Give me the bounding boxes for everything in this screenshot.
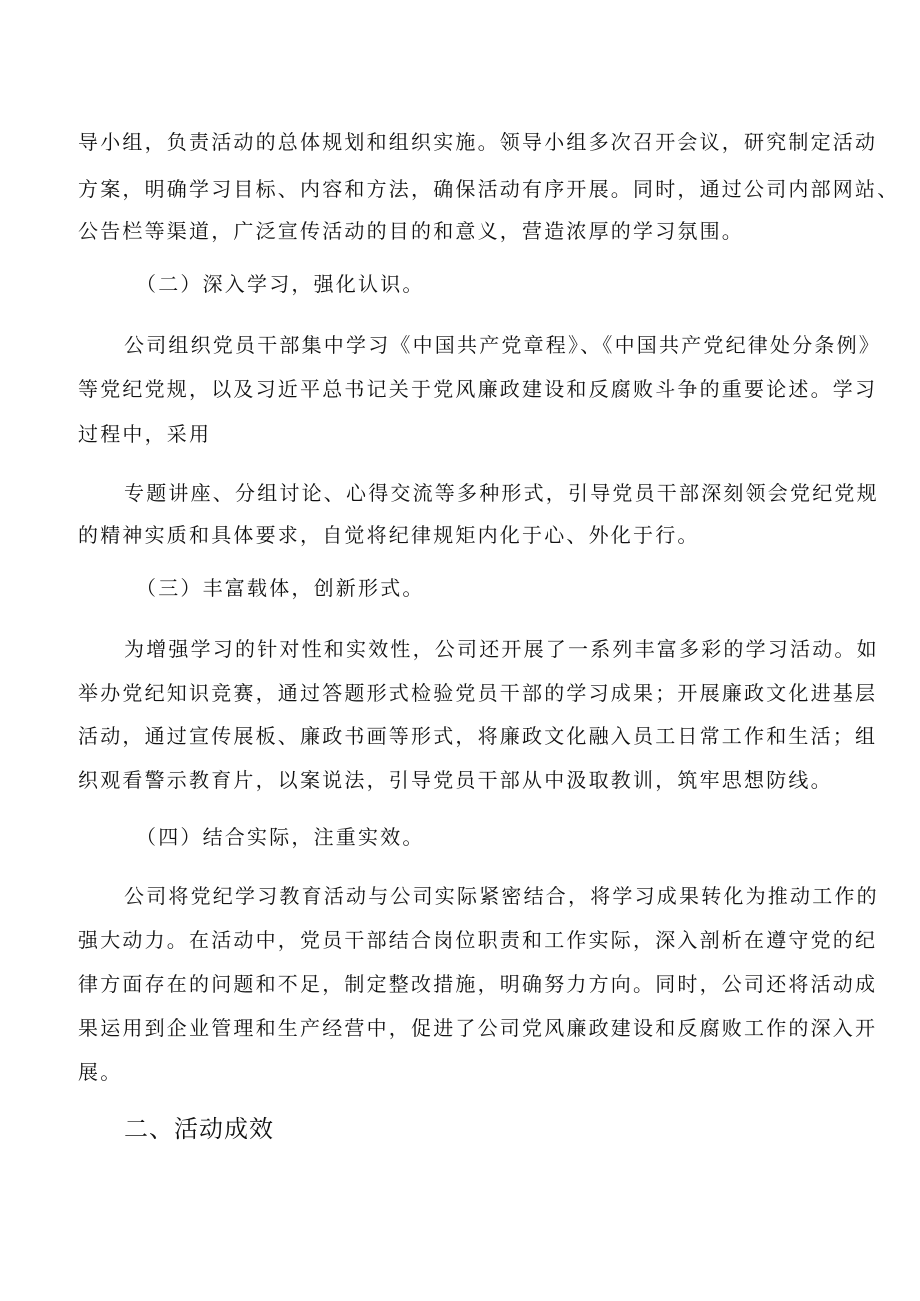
paragraph-line: 展。 <box>78 1060 123 1084</box>
paragraph-line: 果运用到企业管理和生产经营中，促进了公司党风廉政建设和反腐败工作的深入开 <box>78 1016 878 1040</box>
paragraph-line: 活动，通过宣传展板、廉政书画等形式，将廉政文化融入员工日常工作和生活；组 <box>78 724 878 748</box>
paragraph-line: 为增强学习的针对性和实效性，公司还开展了一系列丰富多彩的学习活动。如 <box>124 637 879 661</box>
section-heading: 二、活动成效 <box>124 1115 274 1143</box>
subheading-2: （二）深入学习，强化认识。 <box>136 272 425 296</box>
subheading-3: （三）丰富载体，创新形式。 <box>136 576 425 600</box>
paragraph-line: 强大动力。在活动中，党员干部结合岗位职责和工作实际，深入剖析在遵守党的纪 <box>78 928 878 952</box>
paragraph-line: 方案，明确学习目标、内容和方法，确保活动有序开展。同时，通过公司内部网站、 <box>78 177 900 201</box>
paragraph-line: 专题讲座、分组讨论、心得交流等多种形式，引导党员干部深刻领会党纪党规 <box>124 481 879 505</box>
paragraph-line: 举办党纪知识竞赛，通过答题形式检验党员干部的学习成果；开展廉政文化进基层 <box>78 681 878 705</box>
paragraph-line: 导小组，负责活动的总体规划和组织实施。领导小组多次召开会议，研究制定活动 <box>78 130 878 154</box>
paragraph-line: 织观看警示教育片，以案说法，引导党员干部从中汲取教训，筑牢思想防线。 <box>78 768 833 792</box>
paragraph-line: 等党纪党规，以及习近平总书记关于党风廉政建设和反腐败斗争的重要论述。学习 <box>78 377 878 401</box>
paragraph-line: 律方面存在的问题和不足，制定整改措施，明确努力方向。同时，公司还将活动成 <box>78 972 878 996</box>
subheading-4: （四）结合实际，注重实效。 <box>136 825 425 849</box>
paragraph-line: 公司将党纪学习教育活动与公司实际紧密结合，将学习成果转化为推动工作的 <box>124 884 879 908</box>
paragraph-line: 的精神实质和具体要求，自觉将纪律规矩内化于心、外化于行。 <box>78 523 700 547</box>
paragraph-line: 公告栏等渠道，广泛宣传活动的目的和意义，营造浓厚的学习氛围。 <box>78 219 744 243</box>
paragraph-line: 过程中，采用 <box>78 422 212 446</box>
paragraph-line: 公司组织党员干部集中学习《中国共产党章程》、《中国共产党纪律处分条例》 <box>124 333 881 357</box>
